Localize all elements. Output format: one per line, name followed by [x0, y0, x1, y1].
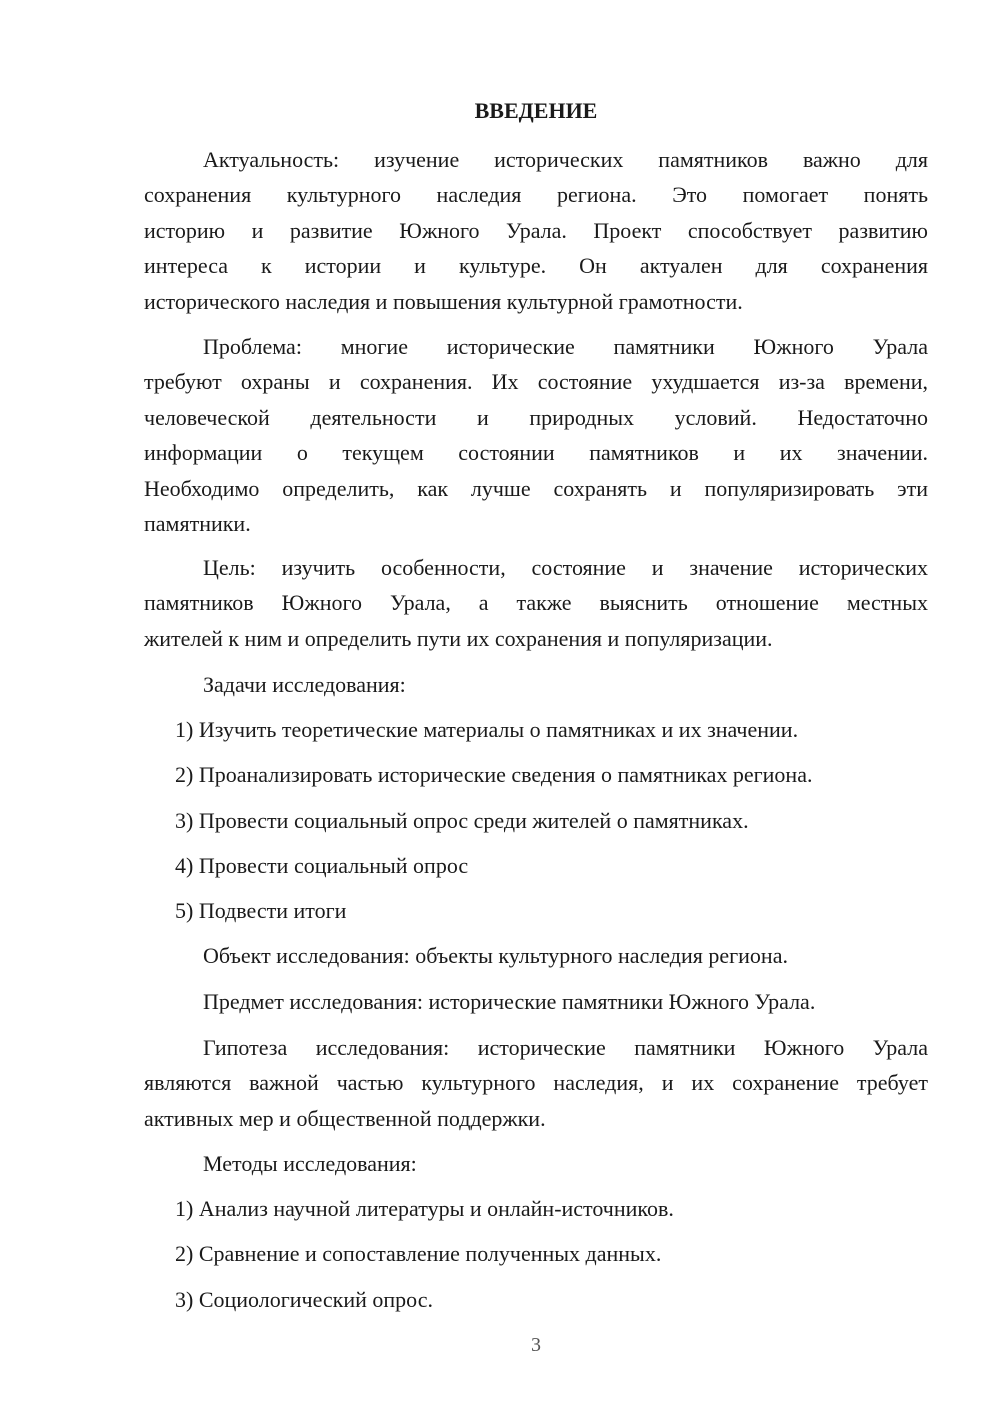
- text-line: памятники.: [144, 511, 251, 537]
- text-line: Актуальность: изучение исторических памятников важно для: [203, 147, 928, 172]
- text-line: исторического наследия и повышения культурной грамотности.: [144, 288, 743, 314]
- page-number: 3: [531, 1334, 541, 1356]
- list-item: 1) Анализ научной литературы и онлайн-источников.: [175, 1196, 674, 1221]
- paragraph-hypothesis: [144, 1030, 928, 1136]
- text-line: Гипотеза исследования: исторические памятники Южного Урала: [203, 1035, 928, 1060]
- text-line: сохранения культурного наследия региона. Это помогает понять: [144, 182, 928, 208]
- research-object: Объект исследования: объекты культурного наследия региона.: [203, 943, 788, 968]
- list-item: 3) Провести социальный опрос среди жителей о памятниках.: [175, 808, 749, 833]
- paragraph-relevance: [144, 142, 928, 319]
- list-item: 4) Провести социальный опрос: [175, 853, 469, 878]
- text-line: являются важной частью культурного наследия, и их сохранение требует: [144, 1070, 928, 1096]
- list-item: 2) Сравнение и сопоставление полученных данных.: [175, 1241, 662, 1266]
- list-item: 5) Подвести итоги: [175, 898, 347, 923]
- list-item: 2) Проанализировать исторические сведения о памятниках региона.: [175, 762, 813, 787]
- paragraph-problem: [144, 329, 928, 541]
- text-line: информации о текущем состоянии памятников и их значении.: [144, 440, 928, 466]
- page-title: ВВЕДЕНИЕ: [474, 98, 598, 123]
- methods-title: Методы исследования:: [203, 1151, 417, 1176]
- text-line: активных мер и общественной поддержки.: [144, 1105, 546, 1131]
- text-line: требуют охраны и сохранения. Их состояние ухудшается из-за времени,: [144, 369, 928, 395]
- list-item: 3) Социологический опрос.: [175, 1287, 433, 1312]
- research-subject: Предмет исследования: исторические памятники Южного Урала.: [203, 989, 816, 1014]
- text-line: историю и развитие Южного Урала. Проект способствует развитию: [144, 217, 928, 243]
- text-line: Цель: изучить особенности, состояние и значение исторических: [203, 555, 928, 580]
- text-line: Необходимо определить, как лучше сохранять и популяризировать эти: [144, 475, 928, 501]
- paragraph-goal: [144, 550, 928, 656]
- text-line: Проблема: многие исторические памятники Южного Урала: [203, 334, 928, 359]
- text-line: интереса к истории и культуре. Он актуален для сохранения: [144, 253, 928, 279]
- tasks-title: Задачи исследования:: [203, 672, 406, 697]
- text-line: человеческой деятельности и природных условий. Недостаточно: [144, 404, 928, 430]
- text-line: жителей к ним и определить пути их сохранения и популяризации.: [144, 625, 773, 651]
- text-line: памятников Южного Урала, а также выяснить отношение местных: [144, 590, 928, 616]
- list-item: 1) Изучить теоретические материалы о памятниках и их значении.: [175, 717, 799, 742]
